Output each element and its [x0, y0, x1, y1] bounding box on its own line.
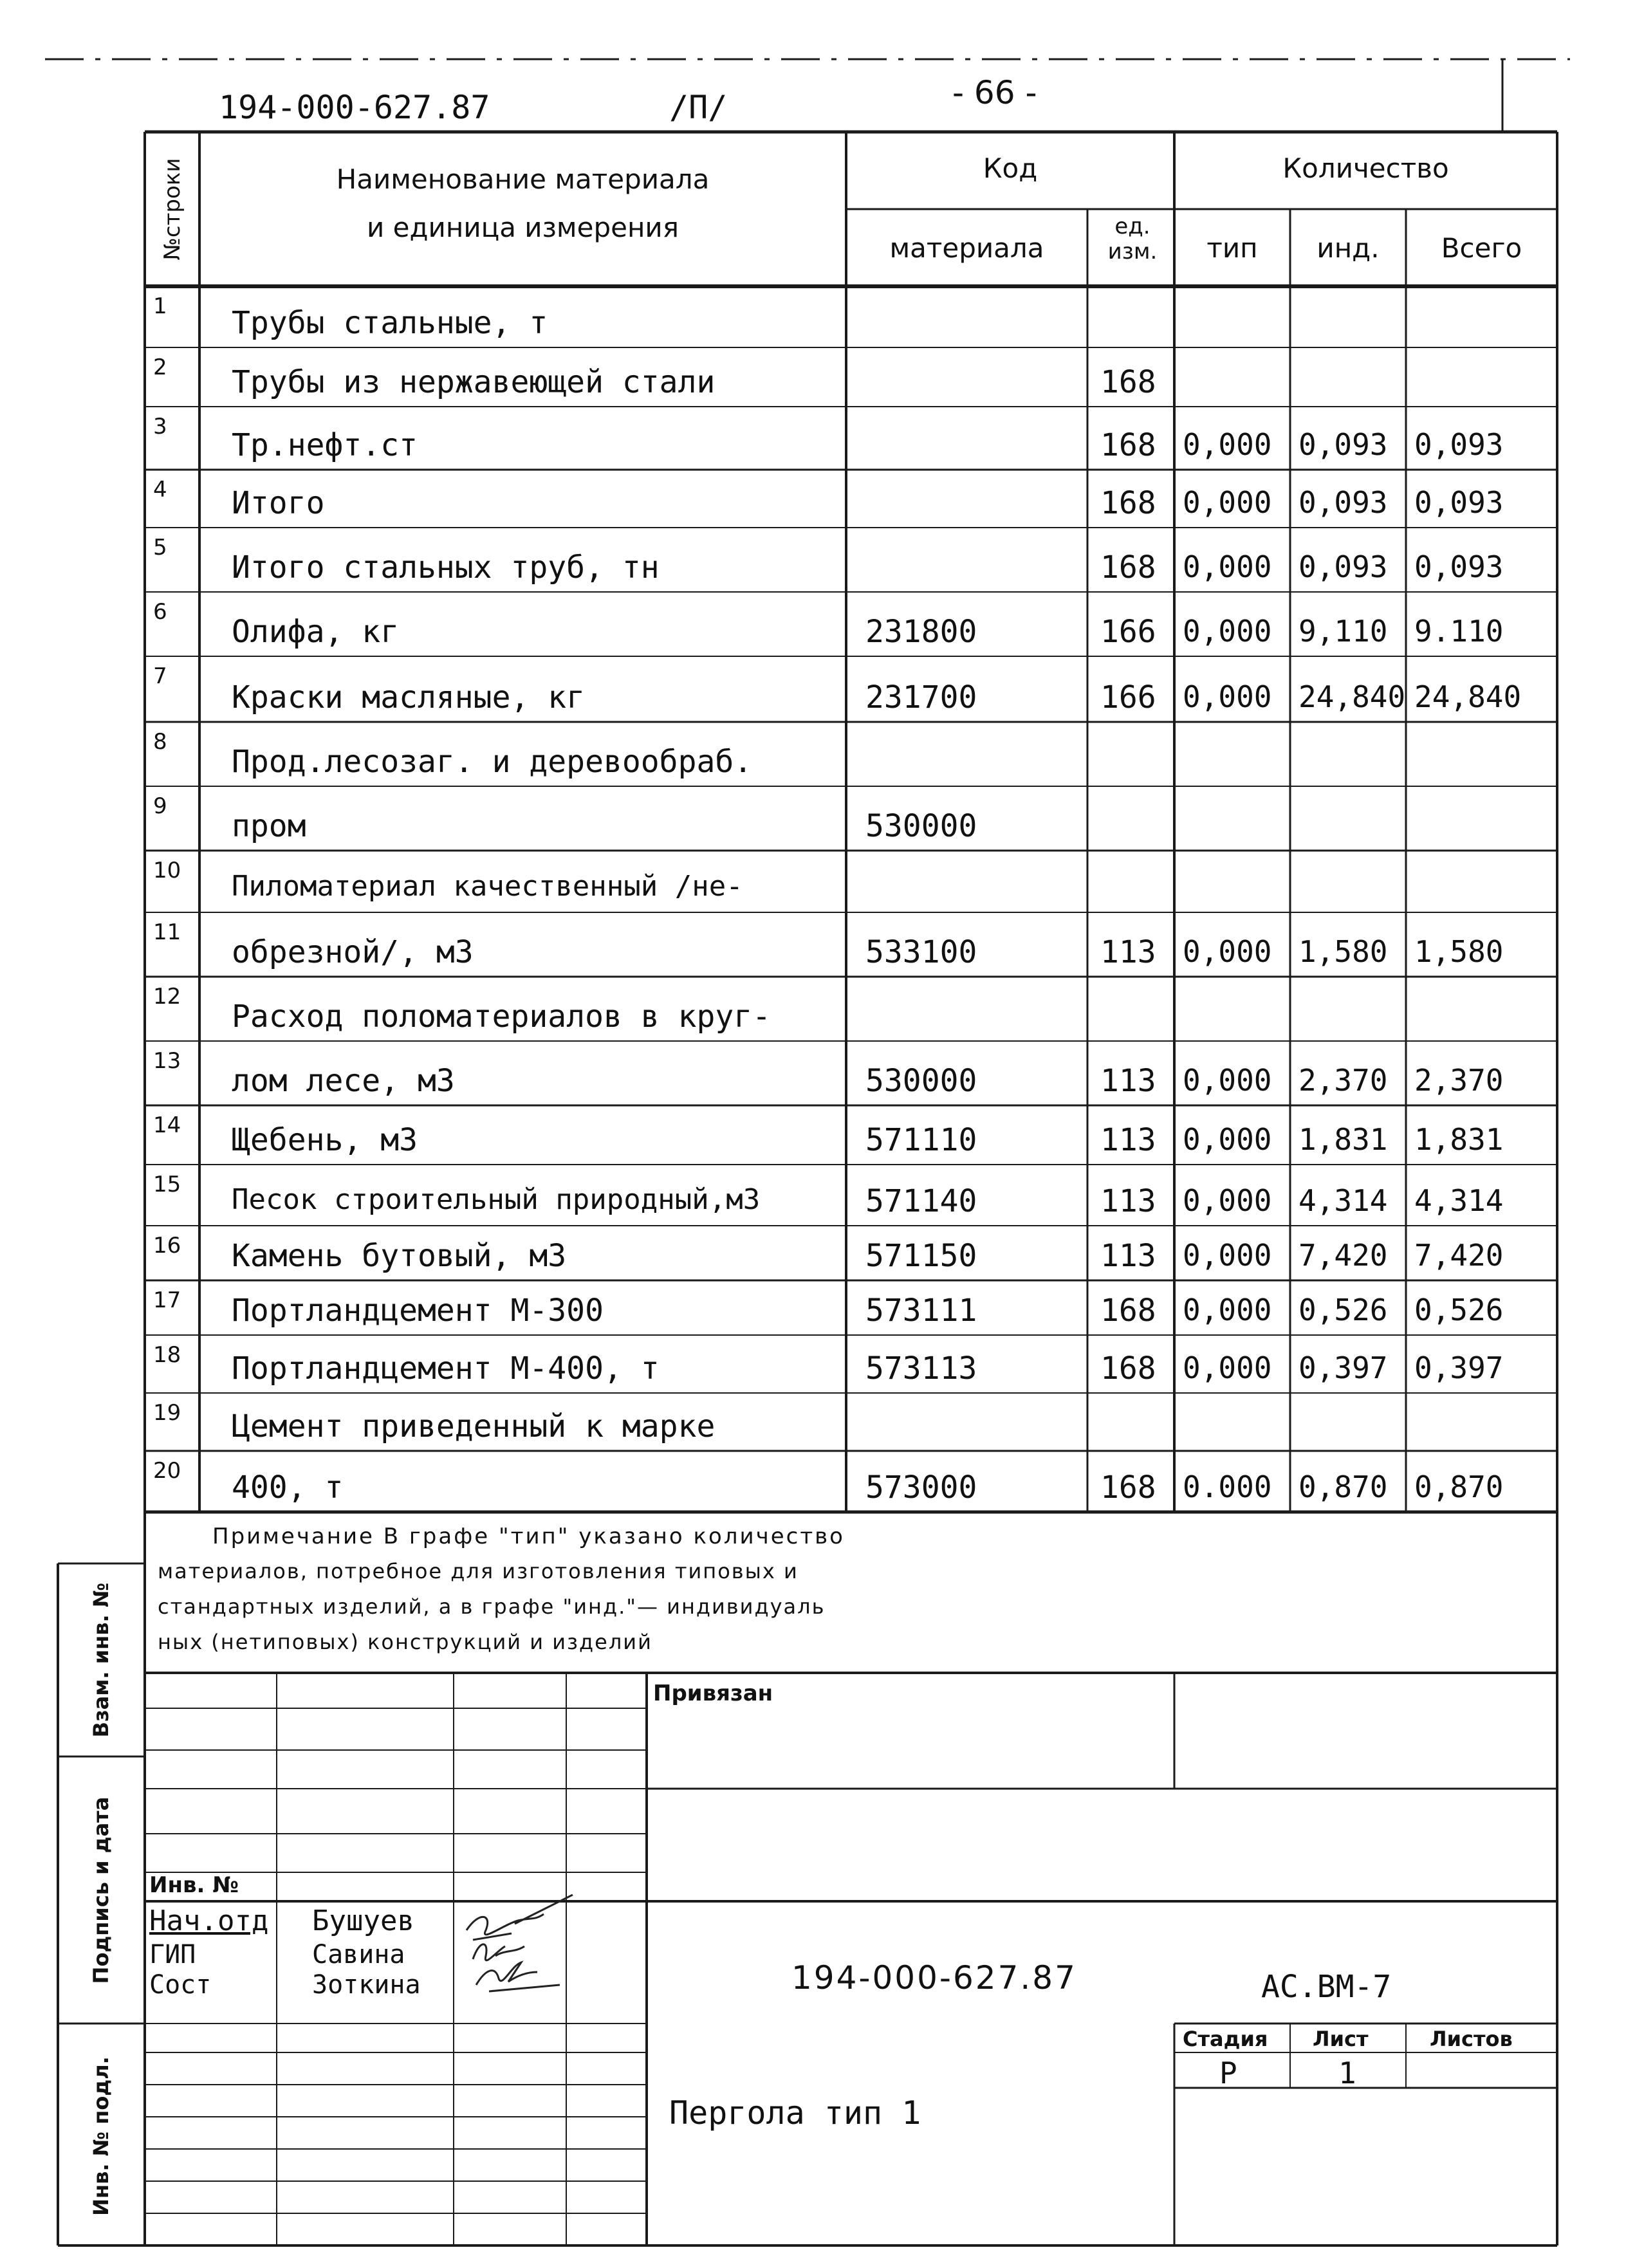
role-sost: Сост [149, 1970, 212, 2000]
title-block-doc-code: 194-000-627.87 [791, 1959, 1077, 1996]
row-number: 16 [153, 1233, 181, 1258]
material-name: лом лесе, м3 [232, 1063, 455, 1099]
row-number: 12 [153, 984, 181, 1010]
unit-code: 166 [1100, 614, 1156, 650]
material-name: пром [232, 808, 306, 844]
qty-ind: 1,831 [1298, 1122, 1388, 1157]
material-code: 571140 [865, 1183, 977, 1219]
qty-typ: 0,000 [1183, 1063, 1272, 1098]
header-qty-typ: тип [1206, 232, 1258, 264]
sheet-value: 1 [1338, 2056, 1356, 2090]
header-name-line2: и единица измерения [367, 212, 679, 243]
side-label-inv-podl: Инв. № подл. [89, 2056, 113, 2216]
side-label-podpis-data: Подпись и дата [89, 1796, 113, 1984]
qty-typ: 0,000 [1183, 1293, 1272, 1327]
material-name: Итого стальных труб, тн [232, 549, 660, 585]
unit-code: 113 [1100, 934, 1156, 970]
header-name-line1: Наименование материала [336, 163, 710, 195]
unit-code: 166 [1100, 679, 1156, 715]
qty-ind: 0,397 [1298, 1351, 1388, 1385]
qty-typ: 0,000 [1183, 934, 1272, 969]
material-name: Итого [232, 485, 325, 521]
qty-typ: 0,000 [1183, 549, 1272, 584]
material-code: 231700 [865, 679, 977, 715]
row-number: 15 [153, 1172, 181, 1197]
qty-typ: 0,000 [1183, 1183, 1272, 1218]
note-line-4: ных (нетиповых) конструкций и изделий [158, 1630, 652, 1654]
header-unit: ед. изм. [1107, 214, 1158, 265]
material-code: 533100 [865, 934, 977, 970]
qty-typ: 0,000 [1183, 679, 1272, 714]
title-block-sheet-code: АС.ВМ-7 [1261, 1969, 1392, 2005]
material-code: 571150 [865, 1238, 977, 1274]
qty-total: 2,370 [1414, 1063, 1504, 1098]
privyazan-label: Привязан [653, 1681, 773, 1706]
row-number: 5 [153, 535, 167, 560]
unit-code: 168 [1100, 364, 1156, 400]
material-code: 530000 [865, 1063, 977, 1099]
header-code: Код [983, 152, 1038, 184]
qty-typ: 0,000 [1183, 614, 1272, 649]
row-number: 20 [153, 1458, 181, 1484]
qty-total: 7,420 [1414, 1238, 1504, 1273]
header-qty-ind: инд. [1317, 232, 1380, 264]
row-number: 13 [153, 1048, 181, 1074]
header-code-material: материала [889, 232, 1044, 264]
qty-typ: 0.000 [1183, 1470, 1272, 1504]
qty-ind: 1,580 [1298, 934, 1388, 969]
stage-value: Р [1219, 2056, 1237, 2090]
material-code: 571110 [865, 1122, 977, 1158]
qty-typ: 0,000 [1183, 1238, 1272, 1273]
qty-ind: 0,093 [1298, 427, 1388, 462]
role-nach-otd: Нач.отд [149, 1904, 269, 1937]
note-line-2: материалов, потребное для изготовления типовых и [158, 1559, 799, 1583]
note-line-1: Примечание В графе "тип" указано количество [212, 1524, 845, 1549]
unit-code: 113 [1100, 1063, 1156, 1099]
material-name: Щебень, м3 [232, 1122, 418, 1158]
row-number: 14 [153, 1112, 181, 1138]
qty-ind: 4,314 [1298, 1183, 1388, 1218]
qty-total: 24,840 [1414, 679, 1522, 714]
unit-code: 113 [1100, 1238, 1156, 1274]
material-name: Камень бутовый, м3 [232, 1238, 567, 1274]
qty-total: 9.110 [1414, 614, 1504, 649]
qty-total: 0,526 [1414, 1293, 1504, 1327]
material-name: Краски масляные, кг [232, 679, 586, 715]
row-number: 3 [153, 414, 167, 439]
unit-code: 113 [1100, 1183, 1156, 1219]
material-name: Трубы стальные, т [232, 305, 548, 341]
unit-code: 168 [1100, 427, 1156, 463]
role-gip: ГИП [149, 1940, 196, 1969]
qty-ind: 0,093 [1298, 485, 1388, 520]
qty-total: 1,580 [1414, 934, 1504, 969]
material-name: Портландцемент М-400, т [232, 1351, 660, 1387]
material-name: Цемент приведенный к марке [232, 1408, 716, 1444]
row-number: 17 [153, 1287, 181, 1313]
name-bushuev: Бушуев [312, 1904, 414, 1937]
material-code: 573113 [865, 1351, 977, 1387]
sheet-label: Лист [1313, 2027, 1369, 2051]
sheets-label: Листов [1430, 2027, 1513, 2051]
row-number: 2 [153, 355, 167, 380]
name-zotkina: Зоткина [312, 1970, 421, 2000]
qty-total: 1,831 [1414, 1122, 1504, 1157]
qty-typ: 0,000 [1183, 1122, 1272, 1157]
qty-ind: 2,370 [1298, 1063, 1388, 1098]
row-number: 1 [153, 293, 167, 319]
material-name: Пиломатериал качественный /не- [232, 870, 743, 903]
material-name: Тр.нефт.ст [232, 427, 418, 463]
qty-ind: 9,110 [1298, 614, 1388, 649]
qty-ind: 0,870 [1298, 1470, 1388, 1504]
material-name: обрезной/, м3 [232, 934, 474, 970]
qty-typ: 0,000 [1183, 1351, 1272, 1385]
doc-code: 194-000-627.87 [219, 89, 490, 126]
material-name: Олифа, кг [232, 614, 400, 650]
qty-ind: 0,093 [1298, 549, 1388, 584]
row-number: 11 [153, 919, 181, 945]
material-name: Трубы из нержавеющей стали [232, 364, 716, 400]
qty-typ: 0,000 [1183, 485, 1272, 520]
unit-code: 168 [1100, 1293, 1156, 1329]
row-number: 19 [153, 1400, 181, 1426]
material-name: Расход поломатериалов в круг- [232, 999, 771, 1035]
qty-ind: 0,526 [1298, 1293, 1388, 1327]
drawing-title: Пергола тип 1 [669, 2094, 921, 2132]
side-label-vzam-inv: Взам. инв. № [89, 1582, 113, 1738]
unit-code: 168 [1100, 485, 1156, 521]
row-number: 4 [153, 477, 167, 502]
row-number: 7 [153, 663, 167, 689]
header-qty-total: Всего [1441, 232, 1522, 264]
qty-ind: 7,420 [1298, 1238, 1388, 1273]
material-name: Портландцемент М-300 [232, 1293, 604, 1329]
qty-total: 0,397 [1414, 1351, 1504, 1385]
page-number: - 66 - [952, 74, 1037, 111]
unit-code: 113 [1100, 1122, 1156, 1158]
name-savina: Савина [312, 1940, 405, 1969]
qty-total: 0,093 [1414, 549, 1504, 584]
material-code: 530000 [865, 808, 977, 844]
note-line-3: стандартных изделий, а в графе "инд."— индивидуаль [158, 1594, 826, 1619]
qty-total: 0,870 [1414, 1470, 1504, 1504]
material-code: 573000 [865, 1470, 977, 1506]
sheet-mark: /П/ [669, 89, 728, 126]
material-code: 573111 [865, 1293, 977, 1329]
qty-typ: 0,000 [1183, 427, 1272, 462]
unit-code: 168 [1100, 1470, 1156, 1506]
row-number: 6 [153, 599, 167, 625]
row-number: 18 [153, 1342, 181, 1368]
inv-no-label: Инв. № [149, 1872, 239, 1898]
material-name: 400, т [232, 1470, 344, 1506]
row-number: 8 [153, 729, 167, 755]
header-row-number: №строки [160, 158, 185, 261]
material-name: Песок строительный природный,м3 [232, 1183, 761, 1216]
unit-code: 168 [1100, 1351, 1156, 1387]
row-number: 9 [153, 793, 167, 819]
qty-total: 4,314 [1414, 1183, 1504, 1218]
stage-label: Стадия [1183, 2027, 1268, 2051]
header-quantity: Количество [1282, 152, 1449, 184]
material-name: Прод.лесозаг. и деревообраб. [232, 744, 753, 780]
unit-code: 168 [1100, 549, 1156, 585]
qty-total: 0,093 [1414, 427, 1504, 462]
qty-ind: 24,840 [1298, 679, 1406, 714]
row-number: 10 [153, 858, 181, 883]
qty-total: 0,093 [1414, 485, 1504, 520]
material-code: 231800 [865, 614, 977, 650]
